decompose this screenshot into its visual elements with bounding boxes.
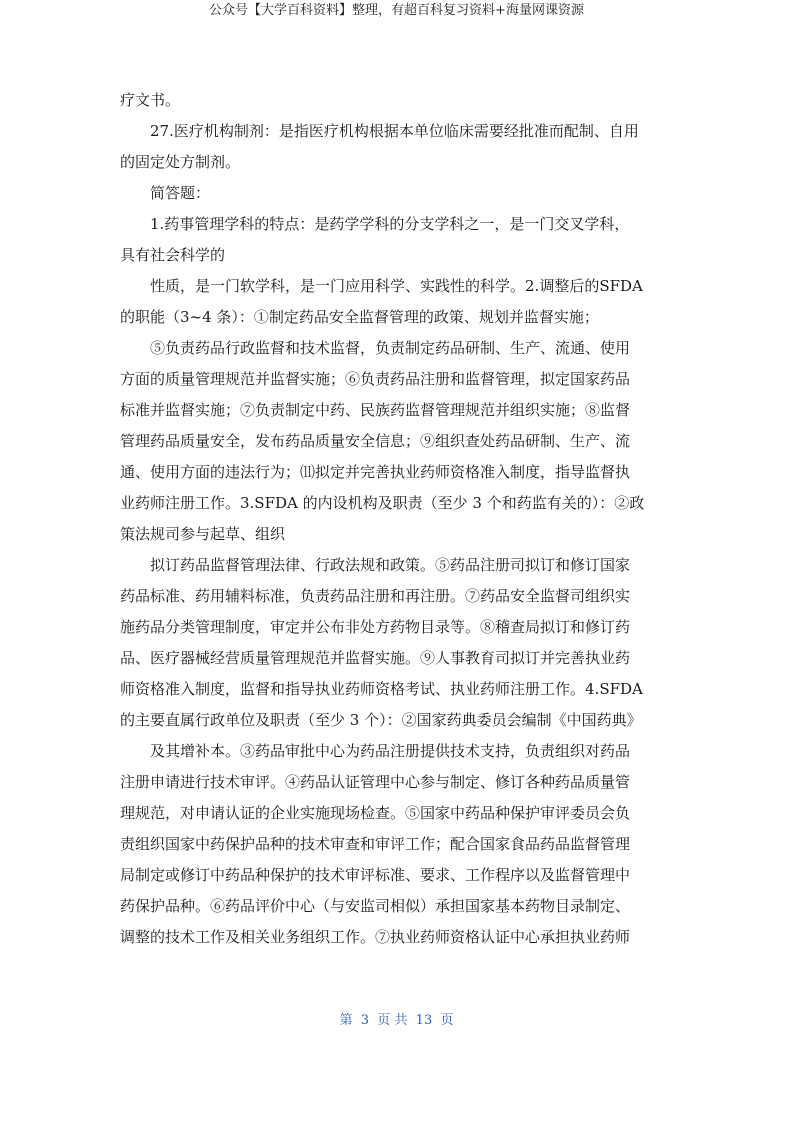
text-line: 药保护品种。⑥药品评价中心（与安监司相似）承担国家基本药物目录制定、 [120, 897, 631, 915]
text-line: ⑤负责药品行政监督和技术监督，负责制定药品研制、生产、流通、使用 [120, 339, 631, 357]
text-line: 性质，是一门软学科，是一门应用科学、实践性的科学。2.调整后的SFDA [120, 277, 643, 295]
text-line: 药品标准、药用辅料标准，负责药品注册和再注册。⑦药品安全监督司组织实 [120, 587, 631, 605]
text-line: 通、使用方面的违法行为；⑾拟定并完善执业药师资格准入制度，指导监督执 [120, 463, 631, 481]
text-line: 品、医疗器械经营质量管理规范并监督实施。⑨人事教育司拟订并完善执业药 [120, 649, 631, 667]
document-body [120, 85, 668, 953]
text-line: 27.医疗机构制剂：是指医疗机构根据本单位临床需要经批准而配制、自用 [120, 122, 639, 140]
page-number: 第 3 页 共 13 页 [339, 1013, 454, 1028]
text-line: 局制定或修订中药品种保护的技术审评标准、要求、工作程序以及监督管理中 [120, 866, 631, 884]
text-line: 理规范，对申请认证的企业实施现场检查。⑤国家中药品种保护审评委员会负 [120, 804, 631, 822]
text-line: 责组织国家中药保护品种的技术审查和审评工作；配合国家食品药品监督管理 [120, 835, 631, 853]
text-line: 标准并监督实施；⑦负责制定中药、民族药监督管理规范并组织实施；⑧监督 [120, 401, 631, 419]
text-line: 的职能（3~4 条）：①制定药品安全监督管理的政策、规划并监督实施； [120, 308, 599, 326]
text-line: 及其增补本。③药品审批中心为药品注册提供技术支持，负责组织对药品 [120, 742, 631, 760]
text-line: 注册申请进行技术审评。④药品认证管理中心参与制定、修订各种药品质量管 [120, 773, 631, 791]
text-line: 1.药事管理学科的特点：是药学学科的分支学科之一，是一门交叉学科， [120, 215, 630, 233]
text-line: 师资格准入制度，监督和指导执业药师资格考试、执业药师注册工作。4.SFDA [120, 680, 643, 698]
text-line: 的主要直属行政单位及职责（至少 3 个）：②国家药典委员会编制《中国药典》 [120, 711, 642, 729]
text-line: 策法规司参与起草、组织 [120, 525, 286, 543]
text-line: 调整的技术工作及相关业务组织工作。⑦执业药师资格认证中心承担执业药师 [120, 928, 631, 946]
text-line: 施药品分类管理制度，审定并公布非处方药物目录等。⑧稽查局拟订和修订药 [120, 618, 631, 636]
text-line: 拟订药品监督管理法律、行政法规和政策。⑤药品注册司拟订和修订国家 [120, 556, 631, 574]
text-line: 的固定处方制剂。 [120, 153, 241, 171]
page-header: 公众号【大学百科资料】整理，有超百科复习资料+海量网课资源 [209, 3, 584, 18]
section-heading: 简答题： [120, 184, 211, 202]
text-line: 管理药品质量安全，发布药品质量安全信息；⑨组织查处药品研制、生产、流 [120, 432, 631, 450]
text-line: 方面的质量管理规范并监督实施；⑥负责药品注册和监督管理，拟定国家药品 [120, 370, 631, 388]
text-line: 疗文书。 [120, 91, 181, 109]
text-line: 业药师注册工作。3.SFDA 的内设机构及职责（至少 3 个和药监有关的）：②政 [120, 494, 645, 512]
text-line: 具有社会科学的 [120, 246, 226, 264]
